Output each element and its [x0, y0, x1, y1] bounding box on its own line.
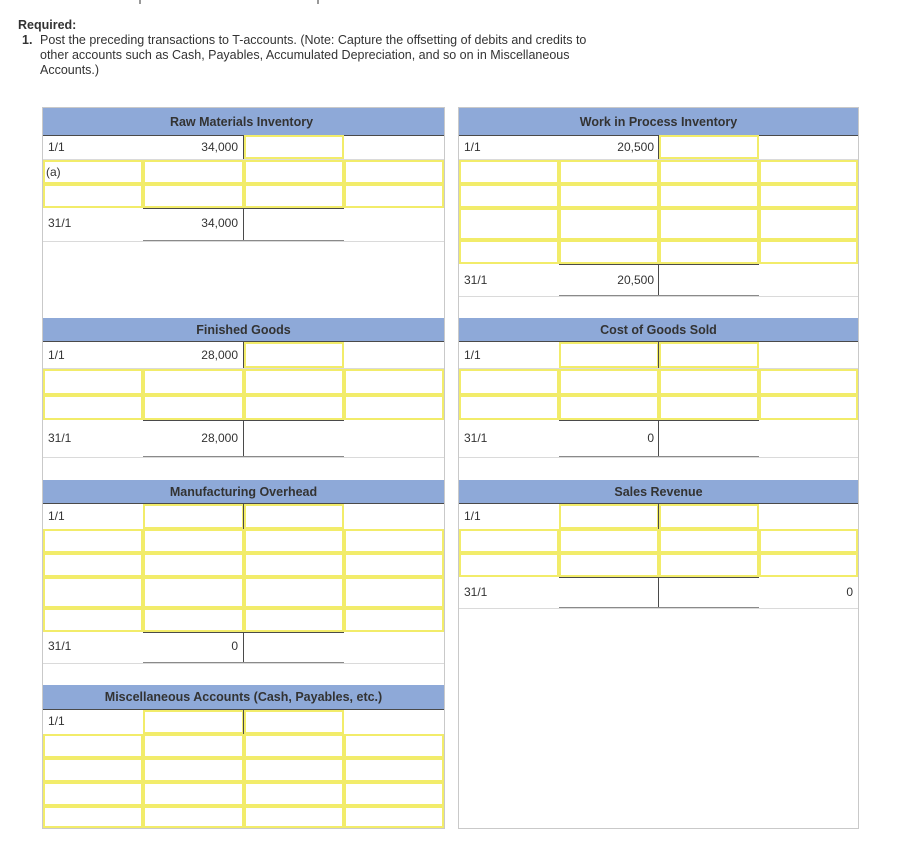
finished-goods-credit-input[interactable]	[244, 342, 344, 368]
finished-goods-date-input[interactable]	[43, 369, 143, 395]
misc-title: Miscellaneous Accounts (Cash, Payables, etc.)	[104, 690, 383, 704]
cogs-credit-input[interactable]	[659, 395, 759, 420]
sales-revenue-credit-date-input[interactable]	[759, 553, 858, 577]
mfg-overhead-header	[43, 480, 444, 504]
wip-date-input[interactable]	[459, 184, 559, 208]
sales-revenue-credit-input[interactable]	[659, 529, 759, 553]
finished-goods-credit-date-input[interactable]	[344, 395, 444, 420]
wip-credit-date-input[interactable]	[759, 240, 858, 264]
finished-goods-open-date: 1/1	[48, 348, 65, 362]
sales-revenue-header	[459, 480, 858, 504]
raw-materials-entry-date-input[interactable]	[43, 184, 143, 208]
cogs-debit-input[interactable]	[559, 342, 659, 368]
misc-debit-input[interactable]	[143, 806, 244, 828]
mfg-overhead-close-amount: 0	[231, 639, 238, 653]
wip-credit-input[interactable]	[659, 135, 759, 159]
sales-revenue-credit-input[interactable]	[659, 553, 759, 577]
wip-open-amount: 20,500	[617, 140, 654, 154]
wip-close-amount: 20,500	[617, 273, 654, 287]
sales-revenue-date-input[interactable]	[459, 529, 559, 553]
wip-date-input[interactable]	[459, 208, 559, 240]
finished-goods-credit-input[interactable]	[244, 369, 344, 395]
wip-credit-input[interactable]	[659, 240, 759, 264]
misc-debit-input[interactable]	[143, 710, 244, 734]
cogs-date-input[interactable]	[459, 395, 559, 420]
mfg-overhead-date-input[interactable]	[43, 608, 143, 632]
divider	[43, 241, 444, 242]
mfg-overhead-credit-input[interactable]	[244, 504, 344, 529]
wip-header	[459, 108, 858, 136]
raw-materials-entry-date-input[interactable]	[43, 160, 143, 184]
finished-goods-open-amount: 28,000	[201, 348, 238, 362]
misc-credit-date-input[interactable]	[344, 806, 444, 828]
misc-credit-date-input[interactable]	[344, 734, 444, 758]
finished-goods-close-date: 31/1	[48, 431, 72, 445]
cogs-debit-input[interactable]	[559, 395, 659, 420]
raw-materials-close-amount: 34,000	[201, 216, 238, 230]
divider	[43, 663, 444, 664]
raw-materials-credit-date-input[interactable]	[344, 184, 444, 208]
divider	[459, 296, 858, 297]
cogs-header	[459, 318, 858, 342]
misc-header	[43, 685, 444, 710]
cogs-close-date: 31/1	[464, 431, 488, 445]
raw-materials-credit-date-input[interactable]	[344, 160, 444, 184]
raw-materials-close-date: 31/1	[48, 216, 72, 230]
mfg-overhead-debit-input[interactable]	[143, 529, 244, 553]
mfg-overhead-close-date: 31/1	[48, 639, 72, 653]
cogs-credit-input[interactable]	[659, 342, 759, 368]
raw-materials-debit-input[interactable]	[143, 160, 244, 184]
raw-materials-credit-input[interactable]	[244, 160, 344, 184]
misc-credit-input[interactable]	[244, 782, 344, 806]
wip-debit-input[interactable]	[559, 240, 659, 264]
instruction-line-3: Accounts.)	[40, 63, 100, 77]
mfg-overhead-title: Manufacturing Overhead	[169, 485, 318, 499]
cogs-credit-date-input[interactable]	[759, 395, 858, 420]
mfg-overhead-total-rule	[143, 632, 344, 633]
wip-debit-input[interactable]	[559, 184, 659, 208]
sales-revenue-open-date: 1/1	[464, 509, 481, 523]
cropped-top-edge	[0, 0, 902, 6]
wip-title	[459, 108, 858, 136]
raw-materials-open-amount: 34,000	[201, 140, 238, 154]
wip-title-text: Work in Process Inventory	[579, 115, 738, 129]
wip-date-input[interactable]	[459, 240, 559, 264]
cogs-credit-date-input[interactable]	[759, 369, 858, 395]
finished-goods-close-amount: 28,000	[201, 431, 238, 445]
wip-credit-input[interactable]	[659, 160, 759, 184]
finished-goods-debit-input[interactable]	[143, 369, 244, 395]
misc-credit-input[interactable]	[244, 710, 344, 734]
divider	[459, 608, 858, 609]
mfg-overhead-date-input[interactable]	[43, 553, 143, 577]
raw-materials-debit-input[interactable]	[143, 184, 244, 208]
misc-date-input[interactable]	[43, 734, 143, 758]
sales-revenue-title: Sales Revenue	[614, 485, 703, 499]
sales-revenue-date-input[interactable]	[459, 553, 559, 577]
raw-materials-title: Raw Materials Inventory	[169, 115, 314, 129]
cogs-close-amount: 0	[647, 431, 654, 445]
misc-open-date: 1/1	[48, 714, 65, 728]
wip-credit-date-input[interactable]	[759, 208, 858, 240]
raw-materials-open-date: 1/1	[48, 140, 65, 154]
finished-goods-date-input[interactable]	[43, 395, 143, 420]
misc-credit-input[interactable]	[244, 758, 344, 782]
question-number: 1.	[22, 33, 33, 47]
mfg-overhead-credit-input[interactable]	[244, 553, 344, 577]
raw-materials-entry-label: (a)	[46, 165, 61, 179]
wip-date-input[interactable]	[459, 160, 559, 184]
mfg-overhead-debit-input[interactable]	[143, 504, 244, 529]
cogs-open-date: 1/1	[464, 348, 481, 362]
mfg-overhead-date-input[interactable]	[43, 529, 143, 553]
misc-debit-input[interactable]	[143, 734, 244, 758]
wip-debit-input[interactable]	[559, 160, 659, 184]
mfg-overhead-credit-input[interactable]	[244, 529, 344, 553]
sales-revenue-total-rule	[559, 577, 759, 578]
raw-materials-header	[43, 108, 444, 136]
instruction-line-1: Post the preceding transactions to T-accounts. (Note: Capture the offsetting of debits and credits to	[40, 33, 587, 47]
sales-revenue-credit-date-input[interactable]	[759, 529, 858, 553]
wip-close-date: 31/1	[464, 273, 488, 287]
required-label: Required:	[18, 18, 77, 32]
wip-credit-input[interactable]	[659, 184, 759, 208]
misc-debit-input[interactable]	[143, 782, 244, 806]
sales-revenue-debit-input[interactable]	[559, 504, 659, 529]
sales-revenue-credit-input[interactable]	[659, 504, 759, 529]
sales-revenue-close-date: 31/1	[464, 585, 488, 599]
wip-credit-date-input[interactable]	[759, 184, 858, 208]
misc-date-input[interactable]	[43, 806, 143, 828]
finished-goods-credit-date-input[interactable]	[344, 369, 444, 395]
mfg-overhead-credit-date-input[interactable]	[344, 529, 444, 553]
mfg-overhead-open-date: 1/1	[48, 509, 65, 523]
raw-materials-total-rule	[143, 208, 344, 209]
wip-credit-input[interactable]	[659, 208, 759, 240]
sales-revenue-close-amount: 0	[846, 585, 853, 599]
misc-credit-input[interactable]	[244, 806, 344, 828]
instructions	[18, 18, 638, 78]
misc-credit-date-input[interactable]	[344, 758, 444, 782]
finished-goods-credit-input[interactable]	[244, 395, 344, 420]
cogs-debit-input[interactable]	[559, 369, 659, 395]
raw-materials-credit-input[interactable]	[244, 184, 344, 208]
misc-debit-input[interactable]	[143, 758, 244, 782]
cogs-credit-input[interactable]	[659, 369, 759, 395]
raw-materials-credit-input[interactable]	[244, 135, 344, 159]
mfg-overhead-debit-input[interactable]	[143, 577, 244, 608]
cogs-title: Cost of Goods Sold	[600, 323, 717, 337]
instruction-line-2: other accounts such as Cash, Payables, Accumulated Depreciation, and so on in Miscellaneous	[40, 48, 570, 62]
wip-credit-date-input[interactable]	[759, 160, 858, 184]
wip-debit-input[interactable]	[559, 208, 659, 240]
sales-revenue-debit-input[interactable]	[559, 529, 659, 553]
misc-credit-input[interactable]	[244, 734, 344, 758]
wip-total-rule	[559, 264, 759, 265]
misc-credit-date-input[interactable]	[344, 782, 444, 806]
mfg-overhead-credit-input[interactable]	[244, 608, 344, 632]
mfg-overhead-credit-date-input[interactable]	[344, 608, 444, 632]
misc-date-input[interactable]	[43, 758, 143, 782]
mfg-overhead-date-input[interactable]	[43, 577, 143, 608]
mfg-overhead-credit-date-input[interactable]	[344, 553, 444, 577]
wip-open-date: 1/1	[464, 140, 481, 154]
finished-goods-title: Finished Goods	[196, 323, 291, 337]
sales-revenue-debit-input[interactable]	[559, 553, 659, 577]
misc-date-input[interactable]	[43, 782, 143, 806]
cogs-date-input[interactable]	[459, 369, 559, 395]
divider	[459, 457, 858, 458]
finished-goods-header	[43, 318, 444, 342]
cogs-total-rule	[559, 420, 759, 421]
finished-goods-total-rule	[143, 420, 344, 421]
mfg-overhead-credit-date-input[interactable]	[344, 577, 444, 608]
finished-goods-debit-input[interactable]	[143, 395, 244, 420]
mfg-overhead-credit-input[interactable]	[244, 577, 344, 608]
mfg-overhead-debit-input[interactable]	[143, 608, 244, 632]
divider	[43, 457, 444, 458]
mfg-overhead-debit-input[interactable]	[143, 553, 244, 577]
